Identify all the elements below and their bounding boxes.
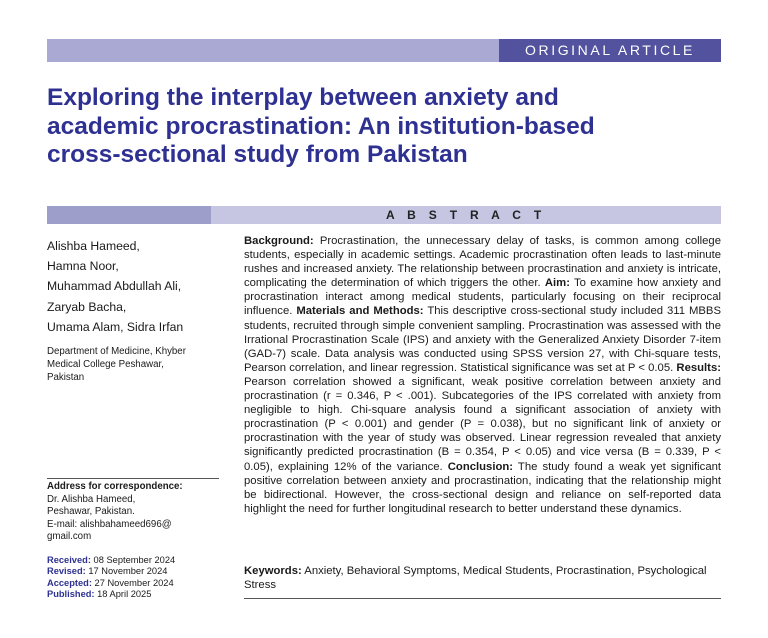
author-line: Muhammad Abdullah Ali, bbox=[47, 279, 182, 294]
methods-label: Materials and Methods: bbox=[296, 305, 424, 318]
abstract-band-left bbox=[47, 206, 211, 224]
correspondence-line: Dr. Alishba Hameed, bbox=[47, 493, 136, 505]
title-line: academic procrastination: An institution-based bbox=[47, 112, 595, 140]
correspondence-block bbox=[47, 481, 237, 544]
abstract-heading: A B S T R A C T bbox=[211, 206, 721, 224]
revised-date: Revised: 17 November 2024 bbox=[47, 566, 168, 577]
correspondence-email-domain[interactable]: gmail.com bbox=[47, 531, 92, 542]
received-date: Received: 08 September 2024 bbox=[47, 555, 176, 565]
aim-label: Aim: bbox=[544, 277, 570, 290]
keywords bbox=[244, 564, 721, 592]
results-label: Results: bbox=[676, 361, 721, 374]
correspondence-line: Peshawar, Pakistan. bbox=[47, 506, 135, 517]
bottom-divider bbox=[244, 598, 721, 599]
author-line: Alishba Hameed, bbox=[47, 239, 140, 253]
section-label: ORIGINAL ARTICLE bbox=[499, 39, 721, 62]
author-line: Umama Alam, Sidra Irfan bbox=[47, 319, 184, 334]
affiliation-line: Pakistan bbox=[47, 371, 85, 383]
accepted-date: Accepted: 27 November 2024 bbox=[47, 577, 174, 588]
article-title bbox=[47, 84, 727, 170]
author-sidebar bbox=[47, 236, 237, 384]
results-text: Pearson correlation showed a significant, weak positive correlation between anxiety and procrastination (r = 0.346, P < .001). Subcategories of the IPS correlated with anxiety from negligible to high. Chi-square analysis found a significant association of anxiety with procrastination (P < 0.001) and gender (P = 0.038), but no significant link of anxiety or procrastination with the year of study was observed. Linear regression revealed that anxiety significantly predicted procrastination (B = 0.354, P < 0.05) and vice versa (B = 0.339, P < 0.05), explaining 12% of the variance. bbox=[244, 375, 721, 473]
background-text: Procrastination, the unnecessary delay of tasks, is common among college students, especially in academic settings. Academic procrastination often leads to last-minute rushes and increased anxiety. The relationship between procrastination and anxiety is intricate, complicating the determination of which triggers the other. bbox=[244, 235, 721, 290]
aim-text: To examine how anxiety and procrastination interact among medical students, particularly focusing on their reciprocal influence. bbox=[244, 277, 721, 318]
conclusion-label: Conclusion: bbox=[447, 460, 514, 473]
author-line: Zaryab Bacha, bbox=[47, 299, 127, 314]
keywords-text: Anxiety, Behavioral Symptoms, Medical Students, Procrastination, Psychological Stress bbox=[244, 565, 707, 592]
title-line: Exploring the interplay between anxiety and bbox=[47, 84, 559, 111]
correspondence-divider bbox=[47, 478, 219, 479]
published-date: Published: 18 April 2025 bbox=[47, 588, 152, 599]
conclusion-text: The study found a weak yet significant positive correlation between anxiety and procrastination, indicating that the relationship might be bidirectional. However, the cross-sectional design and reliance on self-reported data highlight the need for further longitudinal research to better understand these dynamics. bbox=[244, 460, 722, 515]
affiliation-line: Department of Medicine, Khyber bbox=[47, 346, 186, 358]
methods-text: This descriptive cross-sectional study included 311 MBBS students, recruited through simple convenient sampling. Procrastination was assessed with the Irrational Procrastination Scale (IPS) and anxiety with the Generalized Anxiety Disorder 7-item (GAD-7) scale. Data analysis was conducted using SPSS version 27, with Chi-square tests, Pearson correlation, and linear regression. Statistical significance was set at P < 0.05. bbox=[244, 305, 721, 374]
background-label: Background: bbox=[244, 235, 314, 247]
correspondence-heading: Address for correspondence: bbox=[47, 481, 183, 492]
affiliation bbox=[47, 346, 237, 384]
abstract-body bbox=[244, 234, 721, 516]
correspondence-email[interactable]: E-mail: alishbahameed696@ bbox=[47, 518, 172, 530]
keywords-label: Keywords: bbox=[244, 565, 302, 577]
affiliation-line: Medical College Peshawar, bbox=[47, 358, 164, 370]
article-dates bbox=[47, 555, 237, 600]
title-line: cross-sectional study from Pakistan bbox=[47, 141, 468, 168]
author-line: Hamna Noor, bbox=[47, 259, 119, 274]
